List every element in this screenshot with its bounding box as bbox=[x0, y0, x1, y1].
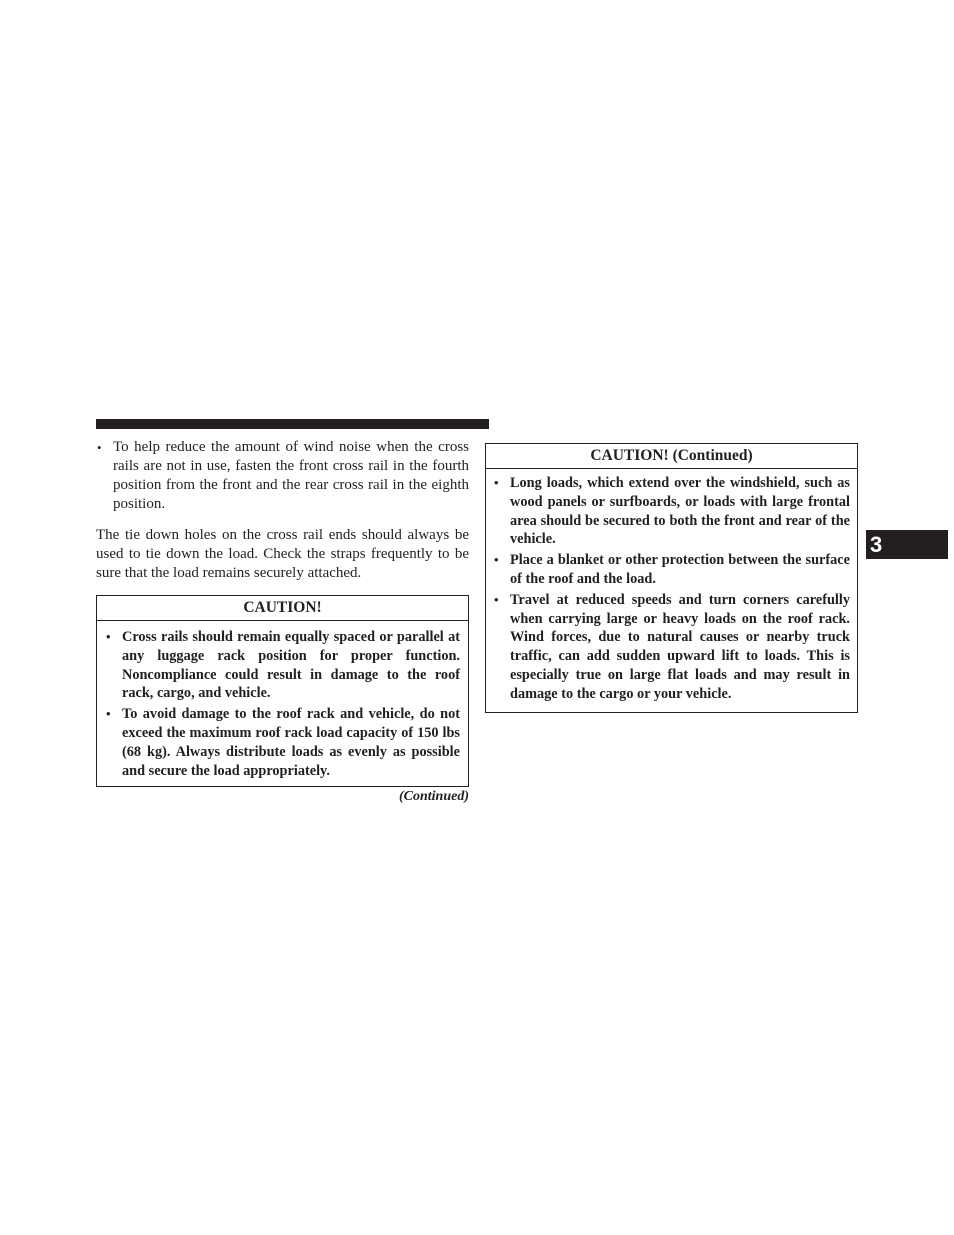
list-item: • To help reduce the amount of wind noise when the cross rails are not in use, fasten the front cross rail in the fourth position from the front and the rear cross rail in the eighth position. bbox=[96, 438, 469, 514]
chapter-tab: 3 bbox=[866, 530, 948, 559]
intro-bullet-list bbox=[96, 438, 469, 514]
caution-title: CAUTION! bbox=[97, 596, 468, 621]
list-item: • Place a blanket or other protection between the surface of the roof and the load. bbox=[493, 551, 850, 589]
caution-box bbox=[96, 595, 469, 787]
list-item: • To avoid damage to the roof rack and vehicle, do not exceed the maximum roof rack load capacity of 150 lbs (68 kg). Always distribute loads as evenly as possible and secure the load appropriately. bbox=[105, 705, 460, 780]
left-column bbox=[96, 438, 469, 806]
list-item: • Travel at reduced speeds and turn corners carefully when carrying large or heavy loads on the roof rack. Wind forces, due to natural causes or nearby truck traffic, can add sudden upward lift to loads. This is especially true on large flat loads and may result in damage to the cargo or your vehicle. bbox=[493, 591, 850, 704]
list-item: • Long loads, which extend over the windshield, such as wood panels or surfboards, or loads with large frontal area should be secured to both the front and rear of the vehicle. bbox=[493, 474, 850, 549]
continued-label: (Continued) bbox=[398, 789, 469, 805]
caution-continued-box bbox=[485, 443, 858, 713]
list-item: • Cross rails should remain equally spaced or parallel at any luggage rack position for proper function. Noncompliance could result in damage to the roof rack, cargo, and vehicle. bbox=[105, 628, 460, 703]
body-paragraph: The tie down holes on the cross rail ends should always be used to tie down the load. Check the straps frequently to be sure that the load remains securely attached. bbox=[96, 527, 469, 581]
caution-body bbox=[97, 621, 468, 786]
right-column bbox=[485, 443, 858, 713]
caution-list bbox=[493, 474, 850, 704]
caution-body bbox=[486, 469, 857, 712]
caution-title: CAUTION! (Continued) bbox=[486, 444, 857, 469]
section-header-rule bbox=[96, 419, 489, 429]
caution-list bbox=[105, 628, 460, 780]
